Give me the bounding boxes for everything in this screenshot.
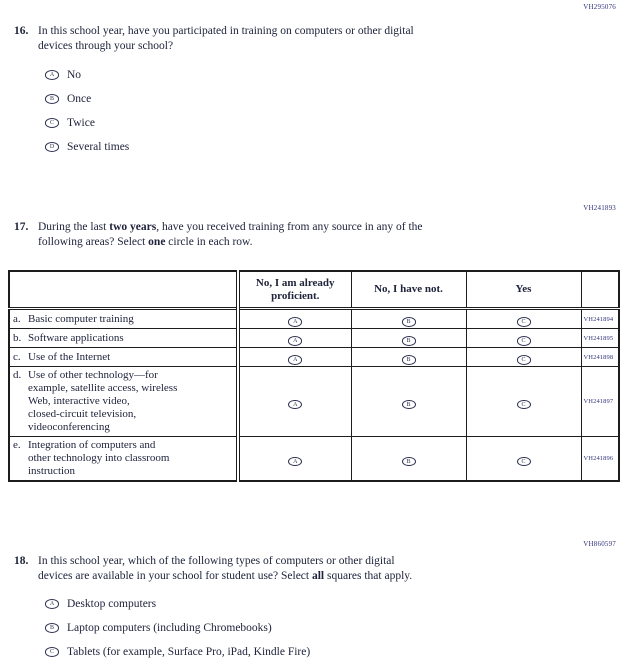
- option-label: Tablets (for example, Surface Pro, iPad, Kindle Fire): [67, 646, 311, 658]
- row-label-line: Use of other technology—for: [28, 369, 158, 381]
- header-empty: [9, 271, 238, 309]
- option-label: Once: [67, 93, 92, 105]
- option-several-times: [45, 140, 598, 154]
- q17-response-table: [8, 270, 620, 482]
- table-row-a: [9, 309, 619, 329]
- answer-bubble-c[interactable]: C: [517, 400, 531, 410]
- cell-option-c: [466, 367, 581, 437]
- row-label-line: example, satellite access, wireless: [28, 382, 178, 394]
- row-label-line: Integration of computers and: [28, 439, 156, 451]
- option-twice: [45, 116, 598, 130]
- question-18-line1: In this school year, which of the following types of computers or other digital: [38, 555, 395, 567]
- question-18-number: 18.: [14, 555, 29, 567]
- question-18-line2-pre: devices are available in your school for student use? Select: [38, 569, 312, 582]
- cell-option-a: [238, 309, 351, 329]
- answer-bubble-b[interactable]: B: [402, 336, 416, 346]
- table-row-d: [9, 367, 619, 437]
- answer-bubble-a[interactable]: A: [288, 457, 302, 467]
- answer-bubble-a[interactable]: A: [288, 336, 302, 346]
- question-16-line2: devices through your school?: [38, 39, 174, 52]
- answer-bubble-b[interactable]: B: [402, 457, 416, 467]
- table-header-row: [9, 271, 619, 309]
- row-letter: c.: [13, 350, 21, 363]
- answer-bubble-b[interactable]: B: [402, 400, 416, 410]
- row-label: Software applications: [28, 331, 124, 344]
- option-once: [45, 92, 598, 106]
- question-16-line1: In this school year, have you participated in training on computers or other digital: [38, 25, 414, 37]
- question-18-text: [38, 554, 598, 583]
- answer-bubble-a[interactable]: A: [288, 400, 302, 410]
- question-18: [14, 554, 598, 666]
- question-17: [14, 220, 598, 249]
- cell-option-b: [351, 309, 466, 329]
- option-laptop-computers: [45, 621, 598, 635]
- question-16-options: [45, 68, 598, 154]
- row-label-line: other technology into classroom: [28, 452, 170, 464]
- option-desktop-computers: [45, 597, 598, 611]
- cell-option-a: [238, 329, 351, 348]
- row-label-cell: [9, 329, 238, 348]
- question-16-number: 16.: [14, 25, 29, 37]
- cell-option-c: [466, 348, 581, 367]
- question-17-line2-bold: one: [148, 235, 166, 248]
- cell-option-a: [238, 367, 351, 437]
- row-label-cell: [9, 309, 238, 329]
- row-label-cell: [9, 367, 238, 437]
- cell-option-c: [466, 329, 581, 348]
- answer-bubble-b[interactable]: B: [402, 317, 416, 327]
- form-code-q17: VH241893: [583, 204, 616, 212]
- header-have-not: No, I have not.: [351, 271, 466, 309]
- question-18-line2-post: squares that apply.: [324, 569, 413, 582]
- question-16-text: [38, 24, 598, 53]
- table-row-b: [9, 329, 619, 348]
- cell-option-a: [238, 437, 351, 482]
- answer-bubble-c[interactable]: C: [45, 118, 59, 128]
- row-label-cell: [9, 437, 238, 482]
- question-17-text: [38, 220, 598, 249]
- cell-option-b: [351, 348, 466, 367]
- option-label: No: [67, 69, 82, 81]
- question-17-number: 17.: [14, 221, 29, 233]
- form-code-q16: VH295076: [583, 3, 616, 11]
- cell-option-b: [351, 367, 466, 437]
- row-code: VH241894: [581, 309, 619, 329]
- row-label: Use of the Internet: [28, 350, 111, 363]
- table-row-e: [9, 437, 619, 482]
- option-tablets: [45, 645, 598, 659]
- row-letter: e.: [13, 439, 21, 451]
- question-16: [14, 24, 598, 164]
- question-18-options: [45, 597, 598, 659]
- question-18-line2-bold: all: [311, 569, 325, 582]
- answer-bubble-c[interactable]: C: [517, 336, 531, 346]
- question-17-line1-post: , have you received training from any source in any of the: [156, 221, 423, 233]
- cell-option-b: [351, 437, 466, 482]
- option-label: Twice: [67, 117, 95, 129]
- row-label-line: instruction: [28, 465, 76, 477]
- option-label: Several times: [67, 141, 130, 153]
- row-letter: b.: [13, 331, 22, 344]
- question-17-line2-post: circle in each row.: [165, 235, 253, 248]
- question-17-line1-bold: two years: [109, 221, 157, 233]
- question-17-line2-pre: following areas? Select: [38, 235, 149, 248]
- cell-option-b: [351, 329, 466, 348]
- answer-bubble-d[interactable]: D: [45, 142, 59, 152]
- cell-option-c: [466, 437, 581, 482]
- option-label: Laptop computers (including Chromebooks): [67, 622, 272, 634]
- row-letter: d.: [13, 369, 22, 381]
- answer-bubble-b[interactable]: B: [45, 623, 59, 633]
- cell-option-a: [238, 348, 351, 367]
- cell-option-c: [466, 309, 581, 329]
- answer-bubble-a[interactable]: A: [45, 599, 59, 609]
- answer-bubble-a[interactable]: A: [45, 70, 59, 80]
- form-code-q18: VH860597: [583, 540, 616, 548]
- row-label-line: closed-circuit television,: [28, 408, 137, 420]
- answer-bubble-a[interactable]: A: [288, 317, 302, 327]
- header-code-empty: [581, 271, 619, 309]
- row-letter: a.: [13, 312, 21, 325]
- option-label: Desktop computers: [67, 598, 157, 610]
- answer-bubble-b[interactable]: B: [402, 355, 416, 365]
- answer-bubble-a[interactable]: A: [288, 355, 302, 365]
- row-label-cell: [9, 348, 238, 367]
- question-17-line1-pre: During the last: [38, 221, 110, 233]
- answer-bubble-c[interactable]: C: [517, 355, 531, 365]
- row-label-line: Web, interactive video,: [28, 395, 130, 407]
- row-code: VH241896: [581, 437, 619, 482]
- header-yes: Yes: [466, 271, 581, 309]
- answer-bubble-b[interactable]: B: [45, 94, 59, 104]
- header-already-proficient: No, I am already proficient.: [238, 271, 351, 309]
- row-label-line: videoconferencing: [28, 421, 110, 433]
- row-code: VH241898: [581, 348, 619, 367]
- answer-bubble-c[interactable]: C: [517, 457, 531, 467]
- table-row-c: [9, 348, 619, 367]
- answer-bubble-c[interactable]: C: [45, 647, 59, 657]
- answer-bubble-c[interactable]: C: [517, 317, 531, 327]
- row-code: VH241897: [581, 367, 619, 437]
- row-label: Basic computer training: [28, 312, 134, 325]
- row-code: VH241895: [581, 329, 619, 348]
- option-no: [45, 68, 598, 82]
